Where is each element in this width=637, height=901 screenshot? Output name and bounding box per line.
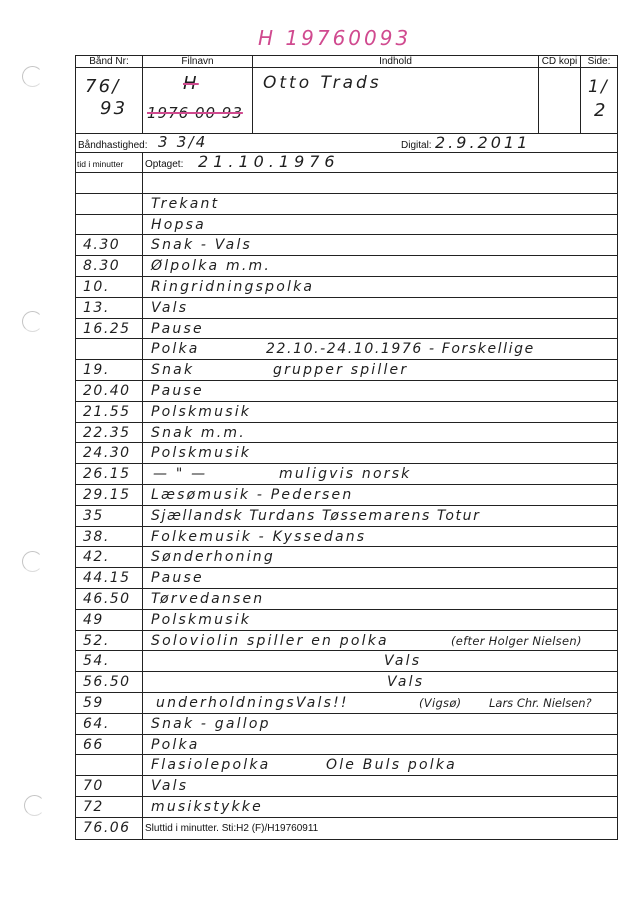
log-row — [76, 298, 617, 319]
content-cell — [143, 298, 617, 318]
log-row — [76, 610, 617, 631]
filnavn-cell — [143, 68, 253, 133]
binder-hole — [22, 551, 43, 572]
log-row — [76, 194, 617, 215]
speed-value: 3 3/4 — [158, 134, 208, 151]
content-text: Snak m.m. — [151, 424, 246, 441]
content-text: Polka — [151, 341, 200, 358]
log-row — [76, 485, 617, 506]
side-cell — [581, 68, 617, 133]
binder-hole — [22, 66, 43, 87]
time-cell — [76, 402, 143, 422]
content-text: Vals — [384, 653, 422, 670]
content-cell — [143, 319, 617, 339]
time-value: 46.50 — [83, 590, 131, 607]
content-cell — [143, 527, 617, 547]
content-text: Pause — [151, 320, 204, 337]
content-text: Polskmusik — [151, 403, 252, 420]
content-cell — [143, 443, 617, 463]
indhold-header: Indhold — [253, 56, 539, 67]
band-nr-top: 76/ — [85, 76, 121, 97]
cd-kopi-header: CD kopi — [539, 56, 581, 67]
log-row — [76, 423, 617, 444]
cd-kopi-cell — [539, 68, 581, 133]
time-cell — [76, 651, 143, 671]
time-value: 4.30 — [83, 237, 121, 254]
log-row — [76, 402, 617, 423]
content-text: musikstykke — [151, 798, 263, 815]
content-text: Flasiolepolka — [151, 757, 271, 774]
time-value: 66 — [83, 736, 104, 753]
time-value: 49 — [83, 611, 104, 628]
log-row — [76, 256, 617, 277]
time-cell — [76, 485, 143, 505]
time-cell — [76, 735, 143, 755]
log-row — [76, 776, 617, 797]
content-text: Vals — [151, 299, 189, 316]
time-value: 64. — [83, 715, 110, 732]
content-text: Polskmusik — [151, 445, 252, 462]
log-entries — [76, 173, 617, 818]
time-value: 38. — [83, 528, 110, 545]
content-text: Vals — [387, 674, 425, 691]
speed-cell — [76, 134, 617, 152]
content-text: Sønderhoning — [151, 549, 275, 566]
filnavn-number: 1976 00 93 — [147, 104, 243, 122]
content-cell — [143, 610, 617, 630]
time-value: 72 — [83, 798, 104, 815]
time-cell — [76, 506, 143, 526]
content-cell — [143, 194, 617, 214]
content-cell — [143, 381, 617, 401]
time-value: 22.35 — [83, 424, 131, 441]
time-value: 35 — [83, 507, 104, 524]
content-text: Snak - Vals — [151, 237, 253, 254]
side-top: 1/ — [588, 77, 609, 97]
time-cell — [76, 319, 143, 339]
band-nr-cell — [76, 68, 143, 133]
log-row — [76, 339, 617, 360]
content-text: Ølpolka m.m. — [151, 258, 271, 275]
time-cell — [76, 381, 143, 401]
side-bottom: 2 — [594, 100, 608, 121]
binder-hole — [24, 795, 45, 816]
time-cell — [76, 818, 143, 839]
content-text: Trekant — [151, 195, 220, 212]
band-nr-header: Bånd Nr: — [76, 56, 143, 67]
log-row — [76, 215, 617, 236]
recorded-date: 21.10.1976 — [198, 153, 340, 171]
end-time-value: 76.06 — [83, 819, 131, 836]
speed-label: Båndhastighed: — [78, 140, 148, 151]
content-cell — [143, 735, 617, 755]
time-cell — [76, 298, 143, 318]
log-row — [76, 464, 617, 485]
content-text: Polskmusik — [151, 611, 252, 628]
content-text: underholdningsVals!! — [156, 694, 349, 711]
log-row — [76, 319, 617, 340]
recording-log-sheet — [75, 55, 618, 840]
content-text: Snak - gallop — [151, 715, 271, 732]
content-cell — [143, 547, 617, 567]
content-text: Polka — [151, 736, 200, 753]
indhold-cell — [253, 68, 539, 133]
content-cell — [143, 360, 617, 380]
log-row — [76, 547, 617, 568]
time-value: 44.15 — [83, 570, 131, 587]
time-cell — [76, 443, 143, 463]
header-row — [76, 56, 617, 68]
content-cell — [143, 714, 617, 734]
log-row — [76, 235, 617, 256]
log-row — [76, 360, 617, 381]
content-cell — [143, 256, 617, 276]
time-cell — [76, 714, 143, 734]
log-row — [76, 173, 617, 194]
log-row — [76, 277, 617, 298]
content-text: muligvis norsk — [279, 466, 412, 483]
time-value: 59 — [83, 694, 104, 711]
recorded-row — [76, 153, 617, 173]
time-cell — [76, 693, 143, 713]
content-text: Pause — [151, 570, 204, 587]
log-row — [76, 589, 617, 610]
time-value: 24.30 — [83, 445, 131, 462]
content-cell — [143, 568, 617, 588]
time-value: 20.40 — [83, 382, 131, 399]
content-text: Ole Buls polka — [326, 757, 457, 774]
content-cell — [143, 485, 617, 505]
content-cell — [143, 776, 617, 796]
time-cell — [76, 339, 143, 359]
footer-cell — [143, 818, 617, 839]
log-row — [76, 693, 617, 714]
info-row — [76, 68, 617, 134]
content-text: Ringridningspolka — [151, 278, 315, 295]
filnavn-header: Filnavn — [143, 56, 253, 67]
time-cell — [76, 797, 143, 817]
time-cell — [76, 568, 143, 588]
filnavn-letter: H — [183, 73, 199, 94]
content-text: Tørvedansen — [151, 590, 265, 607]
content-cell — [143, 797, 617, 817]
recorded-label: Optaget: — [145, 159, 184, 170]
content-text: (Vigsø) — [419, 695, 462, 710]
content-text: Hopsa — [151, 216, 206, 233]
time-value: 54. — [83, 653, 110, 670]
time-cell — [76, 277, 143, 297]
time-cell — [76, 256, 143, 276]
content-cell — [143, 402, 617, 422]
content-text: Snak — [151, 362, 195, 379]
content-cell — [143, 755, 617, 775]
content-cell — [143, 693, 617, 713]
time-cell — [76, 527, 143, 547]
log-row — [76, 527, 617, 548]
band-nr-bottom: 93 — [100, 98, 128, 119]
digital-label: Digital: — [401, 140, 432, 151]
content-cell — [143, 277, 617, 297]
content-text: grupper spiller — [273, 362, 409, 379]
time-cell — [76, 423, 143, 443]
time-value: 52. — [83, 632, 110, 649]
archive-id-mark: H 19760093 — [258, 26, 412, 50]
time-cell — [76, 776, 143, 796]
log-row — [76, 797, 617, 818]
time-value: 29.15 — [83, 486, 131, 503]
time-cell — [76, 215, 143, 235]
time-cell — [76, 464, 143, 484]
content-cell — [143, 651, 617, 671]
log-row — [76, 506, 617, 527]
content-text: 22.10.-24.10.1976 - Forskellige — [266, 341, 535, 358]
performer-name: Otto Trads — [263, 73, 382, 93]
content-text: — " — — [153, 466, 208, 483]
content-text: Lars Chr. Nielsen? — [489, 695, 592, 710]
content-text: (efter Holger Nielsen) — [451, 633, 582, 648]
time-value: 19. — [83, 362, 110, 379]
time-value: 56.50 — [83, 674, 131, 691]
time-cell — [76, 360, 143, 380]
time-value: 10. — [83, 278, 110, 295]
log-row — [76, 755, 617, 776]
time-cell — [76, 631, 143, 651]
log-row — [76, 672, 617, 693]
log-row — [76, 443, 617, 464]
time-value: 70 — [83, 778, 104, 795]
time-value: 26.15 — [83, 466, 131, 483]
time-cell — [76, 547, 143, 567]
time-value: 42. — [83, 549, 110, 566]
content-text: Pause — [151, 382, 204, 399]
content-text: Soloviolin spiller en polka — [151, 632, 389, 649]
time-cell — [76, 672, 143, 692]
log-row — [76, 568, 617, 589]
content-cell — [143, 631, 617, 651]
content-text: Folkemusik - Kyssedans — [151, 528, 367, 545]
time-cell — [76, 173, 143, 193]
time-cell — [76, 589, 143, 609]
content-cell — [143, 506, 617, 526]
time-value: 8.30 — [83, 258, 121, 275]
time-value: 16.25 — [83, 320, 131, 337]
time-column-label-cell — [76, 153, 143, 172]
speed-row — [76, 134, 617, 153]
time-cell — [76, 610, 143, 630]
content-text: Sjællandsk Turdans Tøssemarens Totur — [151, 507, 481, 524]
digital-date: 2.9.2011 — [435, 134, 531, 152]
content-cell — [143, 339, 617, 359]
footer-text: Sluttid i minutter. Sti:H2 (F)/H19760911 — [145, 822, 319, 834]
content-cell — [143, 173, 617, 193]
binder-hole — [22, 311, 43, 332]
time-value: 21.55 — [83, 403, 131, 420]
log-row — [76, 714, 617, 735]
footer-row — [76, 818, 617, 839]
time-cell — [76, 755, 143, 775]
content-cell — [143, 423, 617, 443]
time-value: 13. — [83, 299, 110, 316]
side-header: Side: — [587, 56, 611, 67]
content-cell — [143, 672, 617, 692]
time-column-label: tid i minutter — [77, 159, 124, 169]
content-cell — [143, 464, 617, 484]
time-cell — [76, 194, 143, 214]
recorded-cell — [143, 153, 617, 172]
time-cell — [76, 235, 143, 255]
log-row — [76, 381, 617, 402]
log-row — [76, 735, 617, 756]
log-row — [76, 651, 617, 672]
content-text: Vals — [151, 778, 189, 795]
content-cell — [143, 589, 617, 609]
content-cell — [143, 215, 617, 235]
content-cell — [143, 235, 617, 255]
log-row — [76, 631, 617, 652]
content-text: Læsømusik - Pedersen — [151, 486, 354, 503]
